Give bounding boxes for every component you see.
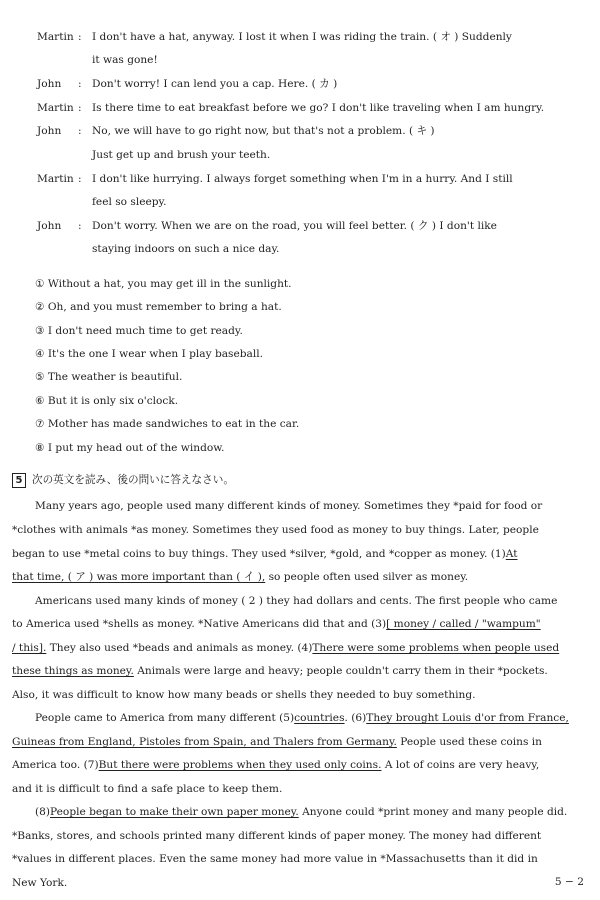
passage-text: A lot of coins are very heavy, bbox=[381, 759, 540, 771]
dialogue-text: Is there time to eat breakfast before we go? I don't like traveling when I am hungry. bbox=[92, 102, 545, 114]
underlined-part-1: that time, ( ア ) was more important than ( イ ), bbox=[12, 571, 266, 583]
dialogue-text: Don't worry! I can lend you a cap. Here. ( カ ) bbox=[92, 78, 338, 90]
passage-line bbox=[12, 641, 559, 655]
passage-text: People used these coins in bbox=[396, 736, 543, 748]
passage-line bbox=[12, 758, 539, 772]
dialogue-text-continued: feel so sleepy. bbox=[92, 196, 167, 208]
passage-line bbox=[12, 617, 541, 631]
speaker-name: Martin bbox=[37, 173, 74, 185]
choice-item: ④ It's the one I wear when I play baseball. bbox=[35, 348, 263, 360]
section-instruction: 次の英文を読み、後の問いに答えなさい。 bbox=[32, 474, 234, 486]
passage-line bbox=[35, 711, 569, 725]
dialogue-text: Don't worry. When we are on the road, you will feel better. ( ク ) I don't like bbox=[92, 220, 497, 232]
passage-line bbox=[35, 805, 567, 819]
speaker-name: John bbox=[37, 78, 62, 90]
speaker-name: John bbox=[37, 220, 62, 232]
page-number: 5 − 2 bbox=[554, 876, 584, 888]
passage-text: America too. (7) bbox=[12, 759, 99, 771]
speaker-colon: : bbox=[78, 31, 82, 43]
underlined-part-4: these things as money. bbox=[12, 665, 134, 677]
underlined-part-3: [ money / called / "wampum" bbox=[386, 618, 541, 630]
dialogue-text-continued: Just get up and brush your teeth. bbox=[92, 149, 271, 161]
passage-line: and it is difficult to find a safe place to keep them. bbox=[12, 783, 283, 795]
speaker-colon: : bbox=[78, 78, 82, 90]
passage-text: . (6) bbox=[344, 712, 367, 724]
passage-text: began to use *metal coins to buy things. They used *silver, *gold, and *copper as money. (1) bbox=[12, 548, 506, 560]
choice-item: ⑤ The weather is beautiful. bbox=[35, 371, 183, 383]
passage-text: Animals were large and heavy; people couldn't carry them in their *pockets. bbox=[133, 665, 548, 677]
speaker-name: John bbox=[37, 125, 62, 137]
passage-text: People came to America from many different (5) bbox=[35, 712, 295, 724]
passage-text: to America used *shells as money. *Native Americans did that and (3) bbox=[12, 618, 387, 630]
speaker-colon: : bbox=[78, 173, 82, 185]
choice-item: ③ I don't need much time to get ready. bbox=[35, 325, 243, 337]
speaker-name: Martin bbox=[37, 31, 74, 43]
passage-line: New York. bbox=[12, 877, 68, 889]
dialogue-text-continued: it was gone! bbox=[92, 54, 158, 66]
dialogue-text: I don't have a hat, anyway. I lost it when I was riding the train. ( オ ) Suddenly bbox=[92, 31, 512, 43]
section-number-box: 5 bbox=[12, 473, 26, 488]
choice-item: ② Oh, and you must remember to bring a hat. bbox=[35, 301, 282, 313]
dialogue-text: I don't like hurrying. I always forget something when I'm in a hurry. And I still bbox=[92, 173, 513, 185]
speaker-colon: : bbox=[78, 102, 82, 114]
choice-item: ⑦ Mother has made sandwiches to eat in the car. bbox=[35, 418, 300, 430]
passage-text: (8) bbox=[35, 806, 51, 818]
passage-line bbox=[12, 570, 468, 584]
passage-line: *clothes with animals *as money. Sometimes they used food as money to buy things. Later, people bbox=[12, 524, 539, 536]
underlined-part-4: There were some problems when people used bbox=[312, 642, 560, 654]
dialogue-text: No, we will have to go right now, but that's not a problem. ( キ ) bbox=[92, 125, 435, 137]
underlined-part-8: People began to make their own paper money. bbox=[50, 806, 299, 818]
underlined-part-1: At bbox=[505, 548, 518, 560]
passage-line: Americans used many kinds of money ( 2 ) they had dollars and cents. The first people who came bbox=[35, 595, 558, 607]
underlined-part-6: They brought Louis d'or from France, bbox=[366, 712, 569, 724]
choice-item: ⑧ I put my head out of the window. bbox=[35, 442, 225, 454]
passage-line bbox=[12, 664, 548, 678]
underlined-part-6: Guineas from England, Pistoles from Spain, and Thalers from Germany. bbox=[12, 736, 397, 748]
choice-item: ① Without a hat, you may get ill in the sunlight. bbox=[35, 278, 292, 290]
passage-text: They also used *beads and animals as money. (4) bbox=[46, 642, 313, 654]
passage-line: *Banks, stores, and schools printed many different kinds of paper money. The money had different bbox=[12, 830, 542, 842]
underlined-part-5: countries bbox=[294, 712, 345, 724]
passage-text: so people often used silver as money. bbox=[265, 571, 469, 583]
passage-line: Also, it was difficult to know how many beads or shells they needed to buy something. bbox=[12, 689, 476, 701]
speaker-colon: : bbox=[78, 125, 82, 137]
underlined-part-3: / this]. bbox=[12, 642, 47, 654]
choice-item: ⑥ But it is only six o'clock. bbox=[35, 395, 179, 407]
passage-line: *values in different places. Even the same money had more value in *Massachusetts than it did in bbox=[12, 853, 538, 865]
passage-line: Many years ago, people used many different kinds of money. Sometimes they *paid for food or bbox=[35, 500, 543, 512]
speaker-colon: : bbox=[78, 220, 82, 232]
speaker-name: Martin bbox=[37, 102, 74, 114]
passage-text: Anyone could *print money and many people did. bbox=[298, 806, 568, 818]
passage-line bbox=[12, 735, 542, 749]
passage-line bbox=[12, 547, 518, 561]
dialogue-text-continued: staying indoors on such a nice day. bbox=[92, 243, 280, 255]
underlined-part-7: But there were problems when they used only coins. bbox=[98, 759, 382, 771]
